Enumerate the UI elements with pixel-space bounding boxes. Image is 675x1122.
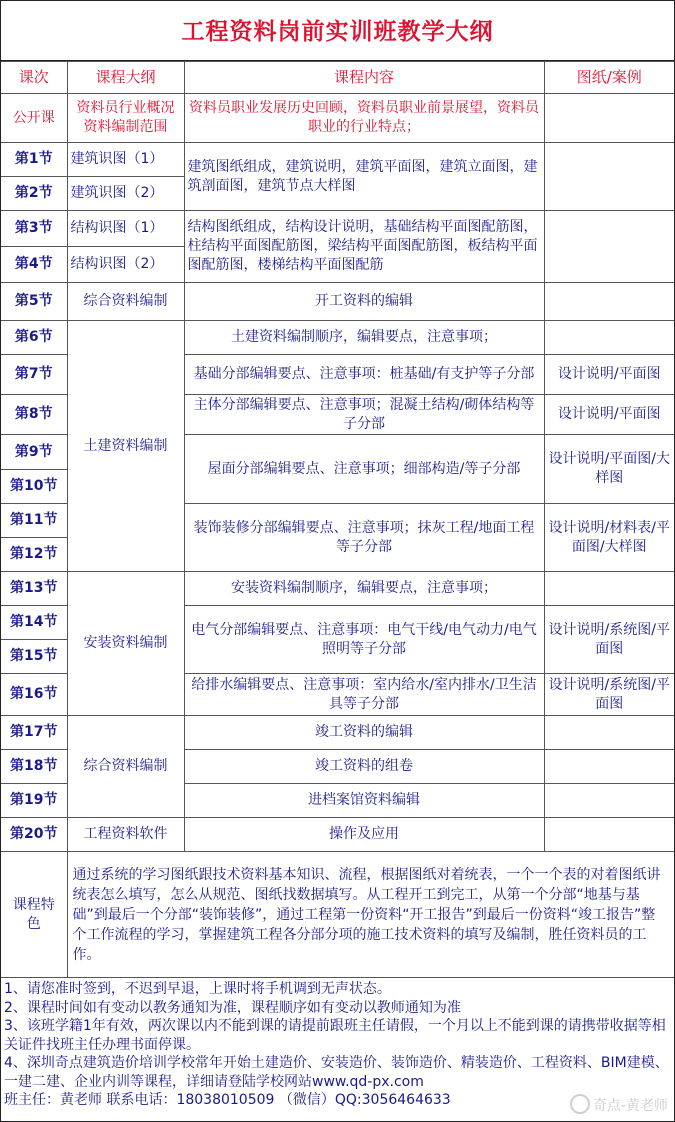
lesson-4: 第4节 [1, 247, 67, 283]
header-drawing: 图纸/案例 [544, 62, 674, 94]
content-6: 土建资料编制顺序，编辑要点，注意事项； [184, 321, 544, 355]
content-9-10: 屋面分部编辑要点、注意事项；细部构造/等子分部 [184, 435, 544, 504]
page-title: 工程资料岗前实训班教学大纲 [1, 1, 674, 61]
lesson-7: 第7节 [1, 355, 67, 395]
outline-1: 建筑识图（1） [67, 143, 184, 177]
drawing-20 [544, 818, 674, 852]
lesson-17: 第17节 [1, 716, 67, 750]
content-20: 操作及应用 [184, 818, 544, 852]
lesson-2: 第2节 [1, 177, 67, 211]
lesson-10: 第10节 [1, 470, 67, 504]
outline-install: 安装资料编制 [67, 572, 184, 716]
note-item: 2、课程时间如有变动以教务通知为准，课程顺序如有变动以教师通知为准 [4, 999, 461, 1016]
table-header-row [1, 62, 674, 94]
content-18: 竣工资料的组卷 [184, 750, 544, 784]
drawing-16: 设计说明/系统图/平面图 [544, 674, 674, 716]
drawing-19 [544, 784, 674, 818]
features-row [1, 852, 674, 978]
lesson-13: 第13节 [1, 572, 67, 606]
outline-3: 结构识图（1） [67, 211, 184, 247]
lesson-12: 第12节 [1, 538, 67, 572]
note-item: 4、深圳奇点建筑造价培训学校常年开始土建造价、安装造价、装饰造价、精装造价、工程资料、BIM建模、一建二建、企业内训等课程，详细请登陆学校网站www.qd-px.com [4, 1055, 669, 1090]
watermark [570, 1094, 668, 1115]
drawing-18 [544, 750, 674, 784]
content-3-4: 结构图纸组成，结构设计说明，基础结构平面图配筋图，柱结构平面图配筋图，梁结构平面图配筋图，板结构平面图配筋图，楼梯结构平面图配筋 [184, 211, 544, 283]
drawing-1-2 [544, 143, 674, 211]
content-open: 资料员职业发展历史回顾，资料员职业前景展望，资料员职业的行业特点； [184, 94, 544, 143]
features-text: 通过系统的学习图纸跟技术资料基本知识、流程，根据图纸对着统表，一个一个表的对着图纸讲统表怎么填写，怎么从规范、图纸找数据填写。从工程开工到完工，从第一个分部“地基与基础”到最后一个分部“装饰装修”，通过工程第一份资料“开工报告”到最后一份资料“竣工报告”整个工作流程的学习，掌握建筑工程各分部分项的施工技术资料的填写及编制，胜任资料员的工作。 [67, 852, 674, 978]
drawing-6 [544, 321, 674, 355]
contact-info: 班主任：黄老师 联系电话：18038010509 （微信）QQ:3056464633 [4, 1092, 451, 1108]
table-row [1, 818, 674, 852]
note-item: 3、该班学籍1年有效，两次课以内不能到课的请提前跟班主任请假，一个月以上不能到课的请携带收据等相关证件找班主任办理书面停课。 [4, 1018, 666, 1053]
content-17: 竣工资料的编辑 [184, 716, 544, 750]
watermark-text: 奇点-黄老师 [592, 1098, 668, 1114]
content-8: 主体分部编辑要点、注意事项；混凝土结构/砌体结构等子分部 [184, 395, 544, 435]
notes-section [1, 978, 674, 1110]
drawing-13 [544, 572, 674, 606]
syllabus-table [1, 61, 674, 978]
content-11-12: 装饰装修分部编辑要点、注意事项；抹灰工程/地面工程等子分部 [184, 504, 544, 572]
content-14-15: 电气分部编辑要点、注意事项：电气干线/电气动力/电气照明等子分部 [184, 606, 544, 674]
drawing-7: 设计说明/平面图 [544, 355, 674, 395]
drawing-3-4 [544, 211, 674, 283]
lesson-14: 第14节 [1, 606, 67, 640]
table-row [1, 572, 674, 606]
table-row [1, 143, 674, 177]
header-lesson: 课次 [1, 62, 67, 94]
table-row [1, 94, 674, 143]
drawing-8: 设计说明/平面图 [544, 395, 674, 435]
outline-5: 综合资料编制 [67, 283, 184, 321]
outline-4: 结构识图（2） [67, 247, 184, 283]
content-13: 安装资料编制顺序，编辑要点，注意事项； [184, 572, 544, 606]
lesson-15: 第15节 [1, 640, 67, 674]
outline-open: 资料员行业概况资料编制范围 [67, 94, 184, 143]
content-1-2: 建筑图纸组成，建筑说明，建筑平面图，建筑立面图，建筑剖面图，建筑节点大样图 [184, 143, 544, 211]
lesson-18: 第18节 [1, 750, 67, 784]
drawing-5 [544, 283, 674, 321]
outline-final: 综合资料编制 [67, 716, 184, 818]
lesson-11: 第11节 [1, 504, 67, 538]
weibo-icon [570, 1094, 590, 1114]
features-label: 课程特色 [1, 852, 67, 978]
header-content: 课程内容 [184, 62, 544, 94]
content-5: 开工资料的编辑 [184, 283, 544, 321]
lesson-8: 第8节 [1, 395, 67, 435]
content-16: 给排水编辑要点、注意事项：室内给水/室内排水/卫生洁具等子分部 [184, 674, 544, 716]
lesson-19: 第19节 [1, 784, 67, 818]
lesson-open: 公开课 [1, 94, 67, 143]
table-row [1, 321, 674, 355]
table-row [1, 283, 674, 321]
drawing-11-12: 设计说明/材料表/平面图/大样图 [544, 504, 674, 572]
note-item: 1、请您准时签到，不迟到早退，上课时将手机调到无声状态。 [4, 981, 391, 997]
lesson-1: 第1节 [1, 143, 67, 177]
drawing-17 [544, 716, 674, 750]
lesson-20: 第20节 [1, 818, 67, 852]
drawing-open [544, 94, 674, 143]
lesson-9: 第9节 [1, 435, 67, 470]
content-7: 基础分部编辑要点、注意事项：桩基础/有支护等子分部 [184, 355, 544, 395]
lesson-5: 第5节 [1, 283, 67, 321]
content-19: 进档案馆资料编辑 [184, 784, 544, 818]
lesson-3: 第3节 [1, 211, 67, 247]
outline-2: 建筑识图（2） [67, 177, 184, 211]
drawing-14-15: 设计说明/系统图/平面图 [544, 606, 674, 674]
table-row [1, 716, 674, 750]
outline-civil: 土建资料编制 [67, 321, 184, 572]
outline-20: 工程资料软件 [67, 818, 184, 852]
drawing-9-10: 设计说明/平面图/大样图 [544, 435, 674, 504]
table-row [1, 211, 674, 247]
header-outline: 课程大纲 [67, 62, 184, 94]
lesson-16: 第16节 [1, 674, 67, 716]
lesson-6: 第6节 [1, 321, 67, 355]
